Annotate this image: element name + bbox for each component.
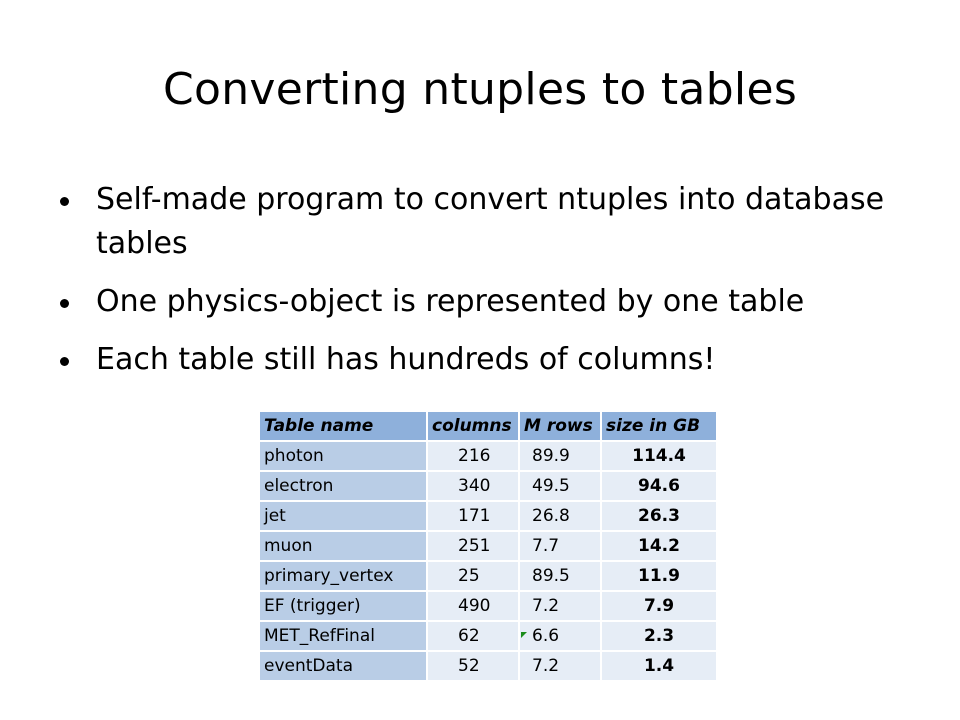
cell-m-rows: 89.5 (520, 562, 600, 590)
table-row (260, 592, 716, 620)
cell-m-rows: 7.2 (520, 652, 600, 680)
cell-size-gb: 114.4 (602, 442, 716, 470)
cell-table-name: photon (260, 442, 426, 470)
bullet-list (58, 178, 918, 396)
cell-size-gb: 94.6 (602, 472, 716, 500)
cell-size-gb: 7.9 (602, 592, 716, 620)
cell-m-rows: 26.8 (520, 502, 600, 530)
table-row (260, 442, 716, 470)
cell-size-gb: 2.3 (602, 622, 716, 650)
bullet-icon (60, 197, 69, 206)
header-m-rows: M rows (520, 412, 600, 440)
cell-columns: 171 (428, 502, 518, 530)
bullet-text: Each table still has hundreds of columns! (96, 342, 716, 377)
cell-columns: 251 (428, 532, 518, 560)
cell-error-marker-icon (521, 632, 527, 638)
cell-size-gb: 26.3 (602, 502, 716, 530)
header-size-gb: size in GB (602, 412, 716, 440)
cell-columns: 25 (428, 562, 518, 590)
cell-m-rows: 6.6 (520, 622, 600, 650)
table-row (260, 502, 716, 530)
cell-table-name: EF (trigger) (260, 592, 426, 620)
bullet-text: Self-made program to convert ntuples into database tables (96, 182, 885, 261)
cell-columns: 62 (428, 622, 518, 650)
bullet-text: One physics-object is represented by one table (96, 284, 805, 319)
table-row (260, 472, 716, 500)
cell-table-name: eventData (260, 652, 426, 680)
cell-columns: 340 (428, 472, 518, 500)
bullet-icon (60, 357, 69, 366)
table-row (260, 532, 716, 560)
bullet-item (58, 338, 918, 382)
cell-columns: 52 (428, 652, 518, 680)
cell-size-gb: 1.4 (602, 652, 716, 680)
size-table-container (258, 410, 718, 682)
cell-size-gb: 11.9 (602, 562, 716, 590)
table-header-row (260, 412, 716, 440)
table-row (260, 562, 716, 590)
cell-m-rows: 89.9 (520, 442, 600, 470)
table-row (260, 652, 716, 680)
cell-table-name: muon (260, 532, 426, 560)
bullet-item (58, 178, 918, 266)
cell-m-rows: 49.5 (520, 472, 600, 500)
cell-table-name: electron (260, 472, 426, 500)
size-table (258, 410, 718, 682)
header-table-name: Table name (260, 412, 426, 440)
cell-table-name: primary_vertex (260, 562, 426, 590)
cell-columns: 216 (428, 442, 518, 470)
cell-table-name: MET_RefFinal (260, 622, 426, 650)
bullet-icon (60, 299, 69, 308)
slide-title: Converting ntuples to tables (162, 64, 798, 115)
table-row (260, 622, 716, 650)
cell-table-name: jet (260, 502, 426, 530)
bullet-item (58, 280, 918, 324)
cell-m-rows: 7.2 (520, 592, 600, 620)
cell-size-gb: 14.2 (602, 532, 716, 560)
header-columns: columns (428, 412, 518, 440)
cell-columns: 490 (428, 592, 518, 620)
cell-m-rows: 7.7 (520, 532, 600, 560)
